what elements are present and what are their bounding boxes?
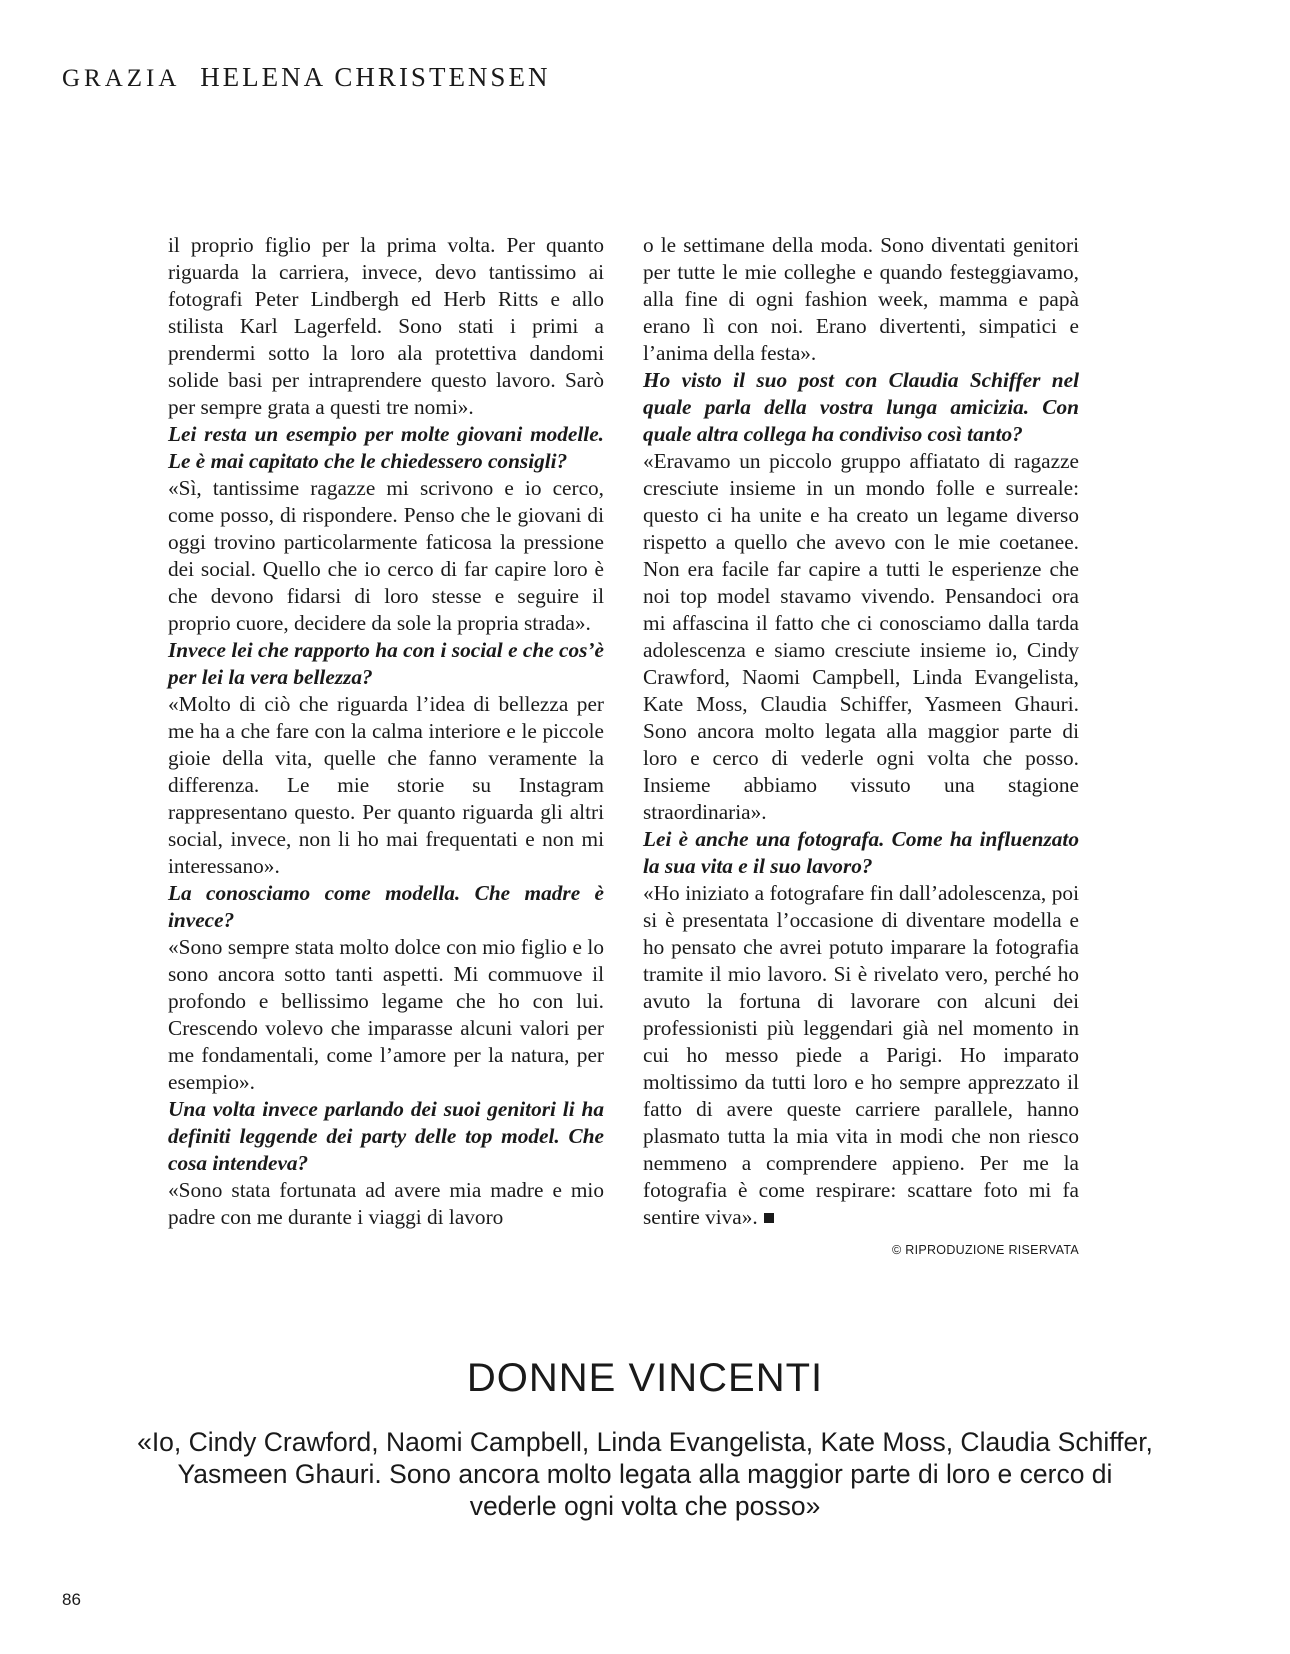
- article-subject: HELENA CHRISTENSEN: [200, 62, 551, 92]
- pull-quote-title: DONNE VINCENTI: [466, 1356, 824, 1400]
- copyright-notice: © RIPRODUZIONE RISERVATA: [891, 1243, 1079, 1257]
- magazine-brand: GRAZIA: [62, 65, 181, 92]
- right-column: [643, 232, 1079, 1264]
- interview-answer: il proprio figlio per la prima volta. Per quanto riguarda la carriera, invece, devo tantissimo ai fotografi Peter Lindbergh ed Herb Ritts e allo stilista Karl Lagerfeld. Sono stati i primi a prendermi sotto la loro ala protettiva dandomi solide basi per intraprendere questo lavoro. Sarò per sempre grata a questi tre nomi».: [168, 233, 604, 419]
- interview-answer: «Sono sempre stata molto dolce con mio figlio e lo sono ancora sotto tanti aspetti. Mi commuove il profondo e bellissimo legame che ho con lui. Crescendo volevo che imparasse alcuni valori per me fondamentali, come l’amore per la natura, per esempio».: [168, 935, 604, 1094]
- pull-quote-text: «Io, Cindy Crawford, Naomi Campbell, Linda Evangelista, Kate Moss, Claudia Schiffer, Yasmeen Ghauri. Sono ancora molto legata alla maggior parte di loro e cerco di vederle ogni volta che posso»: [137, 1427, 1153, 1521]
- interview-question: Lei resta un esempio per molte giovani modelle. Le è mai capitato che le chiedessero consigli?: [168, 422, 604, 473]
- pull-quote: [0, 1354, 1290, 1522]
- running-header: [62, 62, 550, 93]
- end-of-article-mark: [764, 1213, 774, 1223]
- interview-answer: «Molto di ciò che riguarda l’idea di bellezza per me ha a che fare con la calma interiore e le piccole gioie della vita, quelle che fanno veramente la differenza. Le mie storie su Instagram rappresentano questo. Per quanto riguarda gli altri social, invece, non li ho mai frequentati e non mi interessano».: [168, 692, 604, 878]
- interview-question: Lei è anche una fotografa. Come ha influenzato la sua vita e il suo lavoro?: [643, 827, 1079, 878]
- interview-question: Una volta invece parlando dei suoi genitori li ha definiti leggende dei party delle top model. Che cosa intendeva?: [168, 1097, 604, 1175]
- page-number: 86: [62, 1590, 81, 1609]
- interview-answer: «Sono stata fortunata ad avere mia madre e mio padre con me durante i viaggi di lavoro: [168, 1178, 604, 1229]
- interview-answer: «Sì, tantissime ragazze mi scrivono e io cerco, come posso, di rispondere. Penso che le giovani di oggi trovino particolarmente faticosa la pressione dei social. Quello che io cerco di far capire loro è che devono fidarsi di loro stesse e seguire il proprio cuore, decidere da sole la propria strada».: [168, 476, 604, 635]
- interview-answer: «Eravamo un piccolo gruppo affiatato di ragazze cresciute insieme in un mondo folle e surreale: questo ci ha unite e ha creato un legame diverso rispetto a quello che avevo con le mie coetanee. Non era facile far capire a tutti le esperienze che noi top model stavamo vivendo. Pensandoci ora mi affascina il fatto che ci conosciamo dalla tarda adolescenza e siamo cresciute insieme io, Cindy Crawford, Naomi Campbell, Linda Evangelista, Kate Moss, Claudia Schiffer, Yasmeen Ghauri. Sono ancora molto legata alla maggior parte di loro e cerco di vederle ogni volta che posso. Insieme abbiamo vissuto una stagione straordinaria».: [643, 449, 1079, 824]
- interview-question: Ho visto il suo post con Claudia Schiffer nel quale parla della vostra lunga amicizia. Con quale altra collega ha condiviso così tanto?: [643, 368, 1079, 446]
- interview-answer: o le settimane della moda. Sono diventati genitori per tutte le mie colleghe e quando festeggiavamo, alla fine di ogni fashion week, mamma e papà erano lì con noi. Erano divertenti, simpatici e l’anima della festa».: [643, 233, 1079, 365]
- interview-question: La conosciamo come modella. Che madre è invece?: [168, 881, 604, 932]
- interview-answer: «Ho iniziato a fotografare fin dall’adolescenza, poi si è presentata l’occasione di diventare modella e ho pensato che avrei potuto imparare la fotografia tramite il mio lavoro. Si è rivelato vero, perché ho avuto la fortuna di lavorare con alcuni dei professionisti più leggendari già nel momento in cui ho messo piede a Parigi. Ho imparato moltissimo da tutti loro e ho sempre apprezzato il fatto di avere queste carriere parallele, hanno plasmato tutta la mia vita in modi che non riesco nemmeno a comprendere appieno. Per me la fotografia è come respirare: scattare foto mi fa sentire viva».: [643, 881, 1079, 1229]
- left-column: [168, 232, 604, 1231]
- interview-question: Invece lei che rapporto ha con i social e che cos’è per lei la vera bellezza?: [168, 638, 604, 689]
